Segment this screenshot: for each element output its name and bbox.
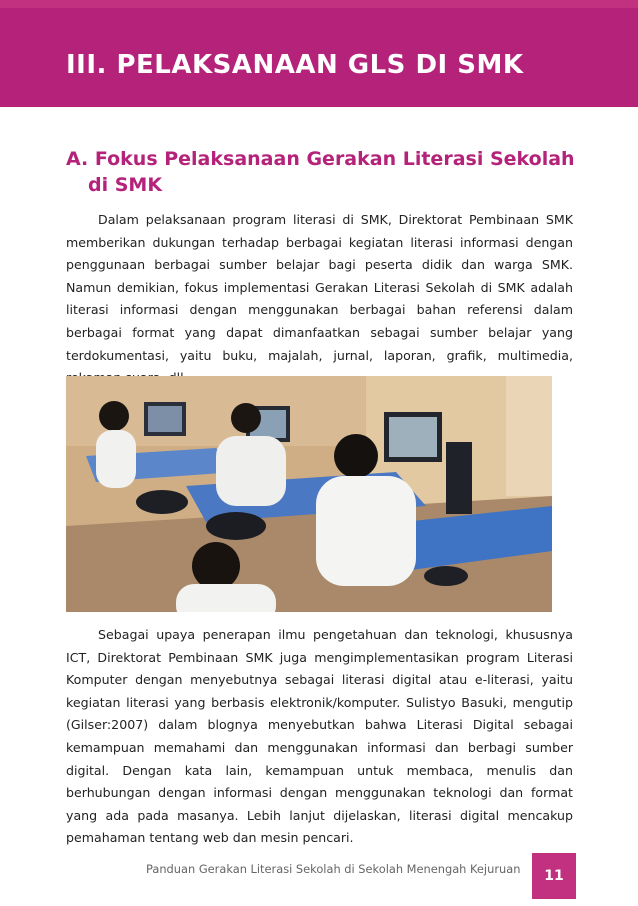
section-heading-line1: A. Fokus Pelaksanaan Gerakan Literasi Sekolah [66,148,575,170]
chapter-header-band [0,0,638,107]
chapter-title: III. PELAKSANAAN GLS DI SMK [66,50,524,80]
page-number-badge [532,853,576,899]
page-number: 11 [544,868,564,884]
paragraph-1-text: Dalam pelaksanaan program literasi di SMK, Direktorat Pembinaan SMK memberikan dukungan terhadap berbagai kegiatan literasi informasi dengan penggunaan berbagai sumber belajar bagi peserta didik dan warga SMK. Namun demikian, fokus implementasi Gerakan Literasi Sekolah di SMK adalah literasi informasi dengan menggunakan berbagai bahan referensi dalam berbagai format yang dapat dimanfaatkan sebagai sumber belajar yang terdokumentasi, yaitu buku, majalah, jurnal, laporan, grafik, multimedia, [66,212,573,363]
photo-illustration [66,376,552,612]
section-heading-line2: di SMK [88,174,163,196]
footer-book-title: Panduan Gerakan Literasi Sekolah di Sekolah Menengah Kejuruan [146,862,521,876]
computer-lab-photo [66,376,552,612]
paragraph-2-text: Sebagai upaya penerapan ilmu pengetahuan dan teknologi, khususnya ICT, Direktorat Pembinaan SMK juga mengimplementasikan program Literasi Komputer dengan menyebutnya sebagai literasi digital atau e-literasi, yaitu kegiatan literasi yang berbasis elektronik/komputer. Sulistyo Basuki, mengutip (Gilser:2007) dalam blognya menyebutkan bahwa Literasi Digital sebagai kemampuan memahami dan menggunakan informasi dan berbagi sumber digital. Dengan kata lain, kemampuan untuk membaca, menulis dan berhubungan dengan informasi dengan menggunakan teknologi dan format yang ada pada masanya. Lebih lanjut dijelaskan, literasi digital mencakup pemahaman tentang web dan mesin pencari. [66,627,573,846]
paragraph-1 [66,209,573,390]
section-heading [66,146,576,198]
header-top-stripe [0,0,638,8]
paragraph-2 [66,624,573,850]
